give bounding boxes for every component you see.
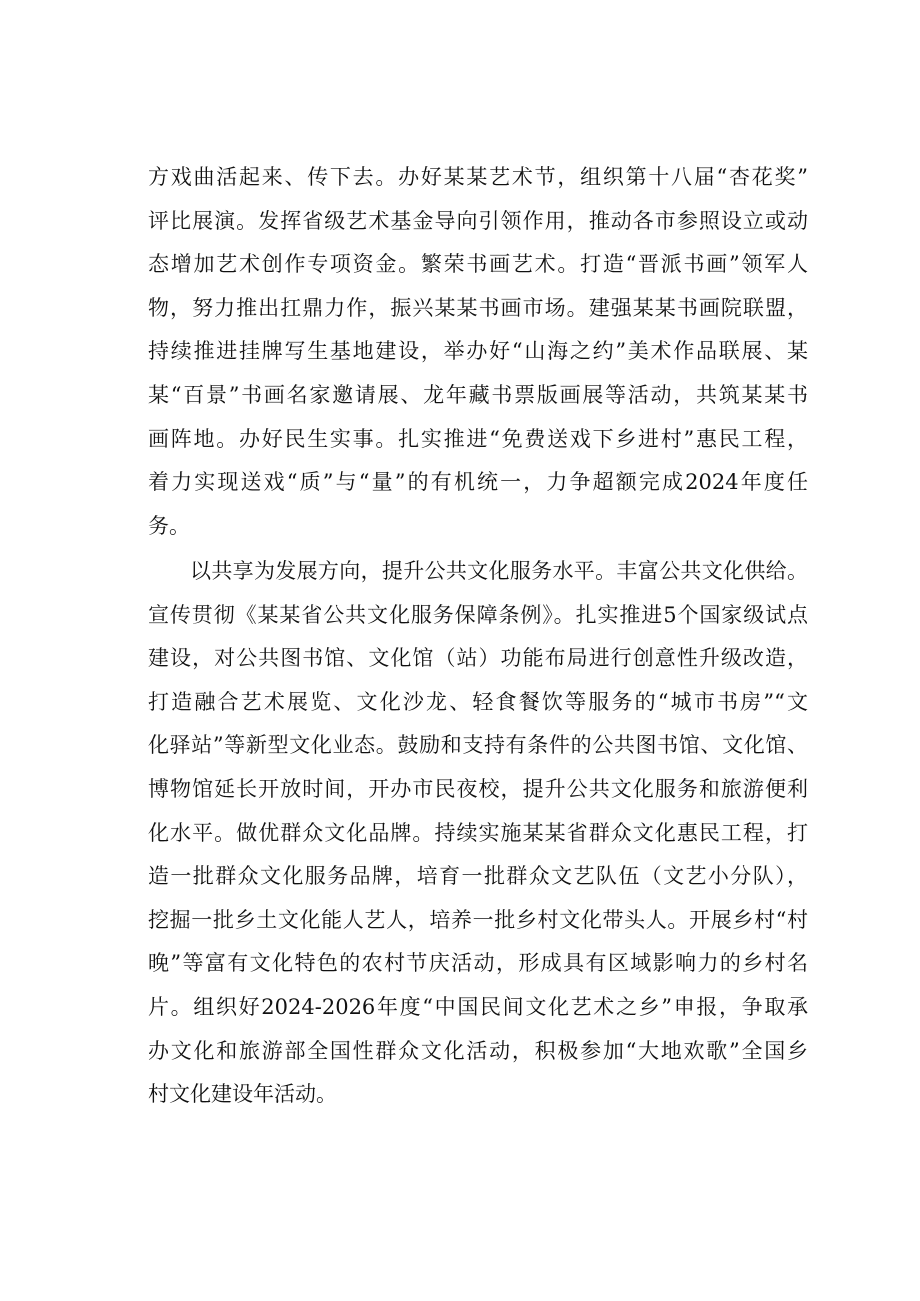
paragraph-line: 某“百景”书画名家邀请展、龙年藏书票版画展等活动，共筑某某书 xyxy=(148,382,808,407)
paragraph-line: 博物馆延长开放时间，开办市民夜校，提升公共文化服务和旅游便利 xyxy=(148,776,808,801)
paragraph-line: 宣传贯彻《某某省公共文化服务保障条例》。扎实推进5个国家级试点 xyxy=(148,602,808,627)
paragraph-line: 务。 xyxy=(148,513,190,538)
paragraph-line: 造一批群众文化服务品牌，培育一批群众文艺队伍（文艺小分队）， xyxy=(148,864,808,889)
paragraph-line: 晚”等富有文化特色的农村节庆活动，形成具有区域影响力的乡村名 xyxy=(148,951,808,976)
paragraph-line: 方戏曲活起来、传下去。办好某某艺术节，组织第十八届“杏花奖” xyxy=(148,165,808,189)
paragraph-line: 持续推进挂牌写生基地建设，举办好“山海之约”美术作品联展、某 xyxy=(148,339,808,364)
paragraph-1 xyxy=(148,156,808,548)
paragraph-line: 片。组织好2024-2026年度“中国民间文化艺术之乡”申报，争取承 xyxy=(148,994,808,1019)
paragraph-line: 物，努力推出扛鼎力作，振兴某某书画市场。建强某某书画院联盟， xyxy=(148,295,808,320)
paragraph-line: 建设，对公共图书馆、文化馆（站）功能布局进行创意性升级改造， xyxy=(148,646,808,671)
paragraph-line: 化水平。做优群众文化品牌。持续实施某某省群众文化惠民工程，打 xyxy=(148,820,808,845)
paragraph-line: 打造融合艺术展览、文化沙龙、轻食餐饮等服务的“城市书房”“文 xyxy=(148,689,808,714)
paragraph-line: 以共享为发展方向，提升公共文化服务水平。丰富公共文化供给。 xyxy=(190,559,808,583)
paragraph-line: 村文化建设年活动。 xyxy=(148,1082,337,1107)
paragraph-line: 画阵地。办好民生实事。扎实推进“免费送戏下乡进村”惠民工程， xyxy=(148,426,808,451)
paragraph-line: 态增加艺术创作专项资金。繁荣书画艺术。打造“晋派书画”领军人 xyxy=(148,252,808,277)
paragraph-line: 挖掘一批乡土文化能人艺人，培养一批乡村文化带头人。开展乡村“村 xyxy=(148,907,808,932)
paragraph-line: 评比展演。发挥省级艺术基金导向引领作用，推动各市参照设立或动 xyxy=(148,208,808,233)
paragraph-line: 办文化和旅游部全国性群众文化活动，积极参加“大地欢歌”全国乡 xyxy=(148,1038,808,1063)
paragraph-line: 化驿站”等新型文化业态。鼓励和支持有条件的公共图书馆、文化馆、 xyxy=(148,733,808,758)
paragraph-2 xyxy=(148,550,808,1117)
paragraph-line: 着力实现送戏“质”与“量”的有机统一，力争超额完成2024年度任 xyxy=(148,470,808,495)
